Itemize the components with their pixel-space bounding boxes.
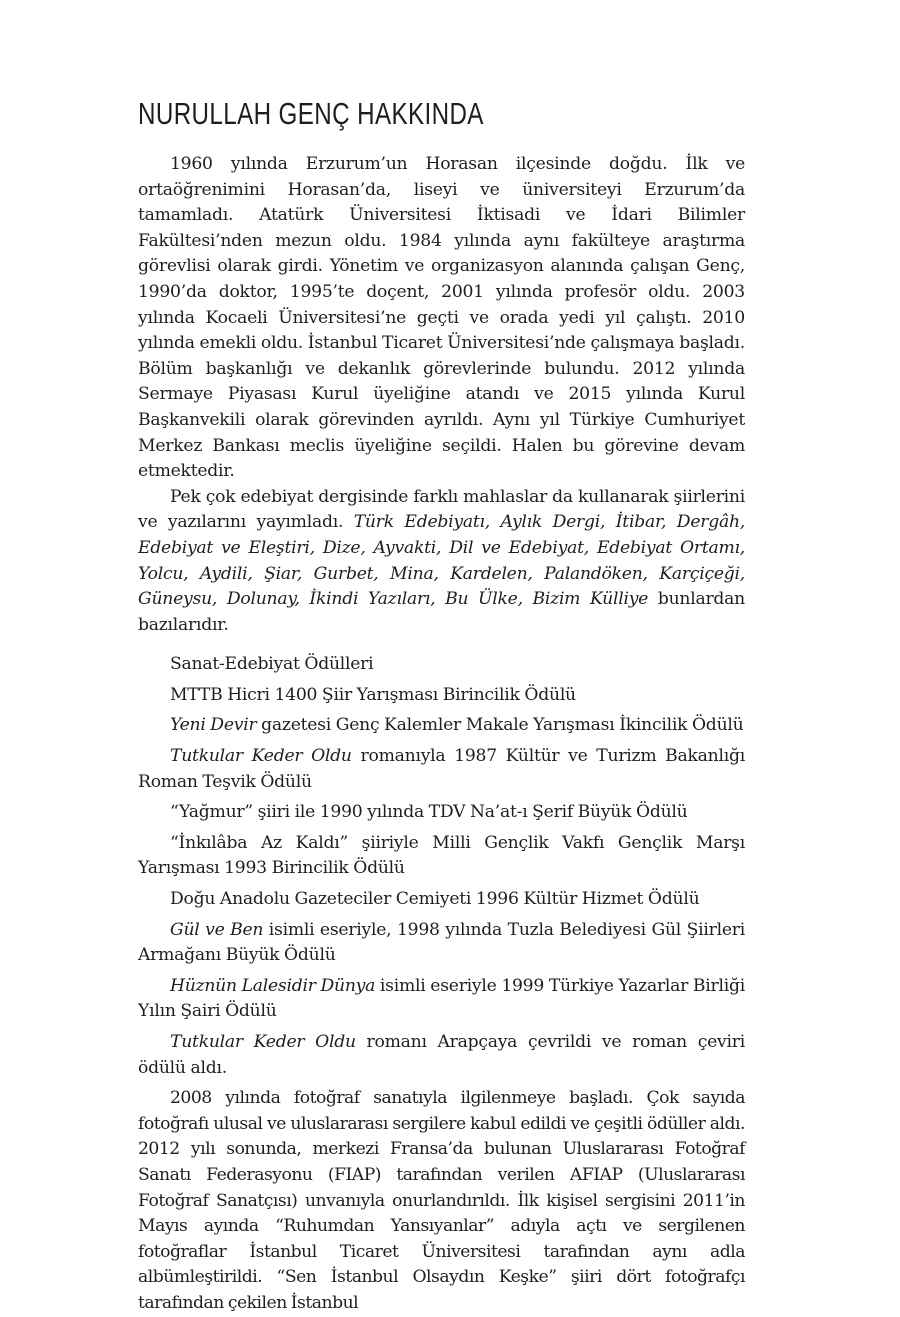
award-item: Yeni Devir gazetesi Genç Kalemler Makale Yarışması İkincilik Ödülü <box>170 715 744 736</box>
awards-list <box>138 652 745 1081</box>
publications-lead: Pek çok edebiyat dergisinde farklı mahlaslar da kullanarak şiirlerini ve yazılarını yayımladı. <box>138 486 745 533</box>
award-item: MTTB Hicri 1400 Şiir Yarışması Birincilik Ödülü <box>170 684 576 705</box>
publications-tail: bunlardan bazılarıdır. <box>138 589 745 635</box>
publications-paragraph <box>138 485 745 639</box>
biography-paragraph: 1960 yılında Erzurum’un Horasan ilçesinde doğdu. İlk ve ortaöğrenimini Horasan’da, liseyi ve üniversiteyi Erzurum’da tamamladı. Atatürk Üniversitesi İktisadi ve İdari Bilimler Fakültesi’nden mezun oldu. 1984 yılında aynı fakülteye araştırma görevlisi olarak girdi. Yönetim ve organizasyon alanında çalışan Genç, 1990’da doktor, 1995’te doçent, 2001 yılında profesör oldu. 2003 yılında Kocaeli Üniversitesi’ne geçti ve orada yedi yıl çalıştı. 2010 yılında emekli oldu. İstanbul Ticaret Üniversitesi’nde çalışmaya başladı. Bölüm başkanlığı ve dekanlık görevlerinde bulundu. 2012 yılında Sermaye Piyasası Kurul üyeliğine atandı ve 2015 yılında Kurul Başkanvekili olarak görevinden ayrıldı. Aynı yıl Türkiye Cumhuriyet Merkez Bankası meclis üyeliğine seçildi. Halen bu görevine devam etmektedir. <box>138 154 745 482</box>
award-item: Gül ve Ben isimli eseriyle, 1998 yılında Tuzla Belediyesi Gül Şiirleri Armağanı Büyük Ödülü <box>138 919 745 966</box>
award-item: Doğu Anadolu Gazeteciler Cemiyeti 1996 Kültür Hizmet Ödülü <box>170 889 700 910</box>
book-page <box>138 96 745 1317</box>
award-item: “İnkılâba Az Kaldı” şiiriyle Milli Gençlik Vakfı Gençlik Marşı Yarışması 1993 Birincilik Ödülü <box>138 832 745 879</box>
award-item: Hüznün Lalesidir Dünya isimli eseriyle 1999 Türkiye Yazarlar Birliği Yılın Şairi Ödülü <box>138 975 745 1022</box>
magazine-list: Türk Edebiyatı, Aylık Dergi, İtibar, Dergâh, Edebiyat ve Eleştiri, Dize, Ayvakti, Dil ve Edebiyat, Edebiyat Ortamı, Yolcu, Aydili, Şiar, Gurbet, Mina, Kardelen, Palandöken, Karçiçeği, Güneysu, Dolunay, İkindi Yazıları, Bu Ülke, Bizim Külliye <box>138 512 745 610</box>
award-item: Tutkular Keder Oldu romanıyla 1987 Kültür ve Turizm Bakanlığı Roman Teşvik Ödülü <box>138 746 745 792</box>
award-item: Tutkular Keder Oldu romanı Arapçaya çevrildi ve roman çeviri ödülü aldı. <box>138 1032 745 1078</box>
photography-paragraph: 2008 yılında fotoğraf sanatıyla ilgilenmeye başladı. Çok sayıda fotoğrafı ulusal ve uluslararası sergilere kabul edildi ve çeşitli ödüller aldı. 2012 yılı sonunda, merkezi Fransa’da bulunan Uluslararası Fotoğraf Sanatı Federasyonu (FIAP) tarafından verilen AFIAP (Uluslararası Fotoğraf Sanatçısı) unvanıyla onurlandırıldı. İlk kişisel sergisini 2011’in Mayıs ayında “Ruhumdan Yansıyanlar” adıyla açtı ve sergilenen fotoğraflar İstanbul Ticaret Üniversitesi tarafından aynı adla albümleştirildi. “Sen İstanbul Olsaydın Keşke” şiiri dört fotoğrafçı tarafından çekilen İstanbul <box>138 1088 745 1313</box>
award-item: “Yağmur” şiiri ile 1990 yılında TDV Na’at-ı Şerif Büyük Ödülü <box>170 802 688 823</box>
page-title: NURULLAH GENÇ HAKKINDA <box>138 96 484 131</box>
award-item: Sanat-Edebiyat Ödülleri <box>170 654 374 675</box>
